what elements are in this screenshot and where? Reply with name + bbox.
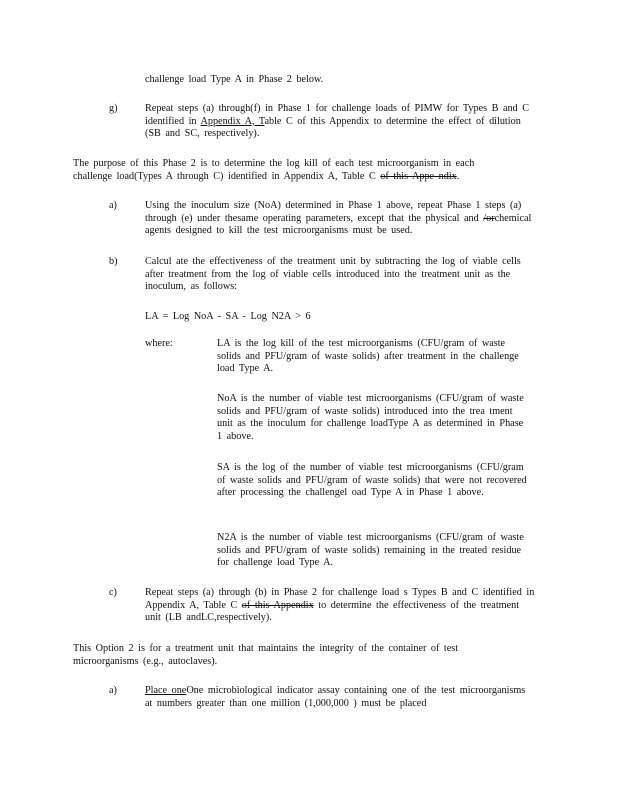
step-f-continuation xyxy=(145,74,535,87)
step-c-text xyxy=(145,587,537,625)
definition-sa: SA is the log of the number of viable test microorganisms (CFU/gram of waste solids and PFU/gram of waste solids) that were not recovered after processing the challengel oad Type A in Phase 1 above. xyxy=(217,462,527,499)
step-g-text-part2: able C of this Appendix to determine the effect of dilution (SB and SC, respectively). xyxy=(145,115,521,140)
definition-la: LA is the log kill of the test microorganisms (CFU/gram of waste solids and PFU/gram of waste solids) after treatment in the challenge load Type A. xyxy=(217,338,519,375)
appendix-link[interactable]: Appendix A, T xyxy=(200,115,265,127)
step-c-struck: of this Appendix xyxy=(241,599,314,611)
phase2-intro-end: . xyxy=(456,170,460,182)
step-a-text-part1: Using the inoculum size (NoA) determined in Phase 1 above, repeat Phase 1 steps (a) through (e) under thesame operating parameters, except that the physical and xyxy=(145,200,522,224)
step-c-text-part2: to determine the effectiveness of the treatment unit (LB andLC,respectively). xyxy=(145,599,520,624)
option2-step-a-marker: a) xyxy=(109,685,117,696)
option2-step-a-text xyxy=(145,685,537,710)
step-g-text-part1: Repeat steps (a) through(f) in Phase 1 for challenge loads of PIMW for Types B and C identified in xyxy=(145,103,529,127)
option2-intro: This Option 2 is for a treatment unit that maintains the integrity of the container of test microorganisms (e.g., autoclaves). xyxy=(73,643,459,667)
step-c-text-part1: Repeat steps (a) through (b) in Phase 2 for challenge load s Types B and C identified in Appendix A, Table C xyxy=(145,587,535,611)
step-g-text xyxy=(145,103,537,141)
step-b-marker: b) xyxy=(109,256,118,267)
phase2-intro xyxy=(73,158,513,183)
phase2-intro-struck: of this Appe ndix xyxy=(380,170,457,182)
option2-step-a-body: One microbiological indicator assay containing one of the test microorganisms at numbers greater than one million (1,000,000 ) must be placed xyxy=(145,685,526,709)
step-a-marker: a) xyxy=(109,200,117,211)
step-b-text: Calcul ate the effectiveness of the treatment unit by subtracting the log of viable cells after treatment from the log of viable cells introduced into the treatment unit as the inoculum, as follows: xyxy=(145,256,521,293)
step-f-tail-text: challenge load Type A in Phase 2 below. xyxy=(145,74,324,85)
phase2-intro-text: The purpose of this Phase 2 is to determine the log kill of each test microorganism in each challenge load(Types A through C) identified in Appendix A, Table C xyxy=(73,158,475,182)
option2-step-a-underlined: Place one xyxy=(145,685,187,696)
step-c-marker: c) xyxy=(109,587,117,598)
definition-n2a: N2A is the number of viable test microorganisms (CFU/gram of waste solids and PFU/gram of waste solids) remaining in the treated residue for challenge load Type A. xyxy=(217,532,524,569)
step-a-text xyxy=(145,200,537,238)
step-g-marker: g) xyxy=(109,103,118,114)
where-label: where: xyxy=(145,338,173,349)
log-kill-formula: LA = Log NoA - SA - Log N2A > 6 xyxy=(145,311,311,322)
definition-noa: NoA is the number of viable test microorganisms (CFU/gram of waste solids and PFU/gram of waste solids) introduced into the trea tment unit as the inoculum for challenge loadType A as determined in Phase 1 above. xyxy=(217,393,524,442)
step-a-struck: /or xyxy=(483,212,495,224)
step-a-text-part2: chemical agents designed to kill the test microorganisms must be used. xyxy=(145,212,532,237)
